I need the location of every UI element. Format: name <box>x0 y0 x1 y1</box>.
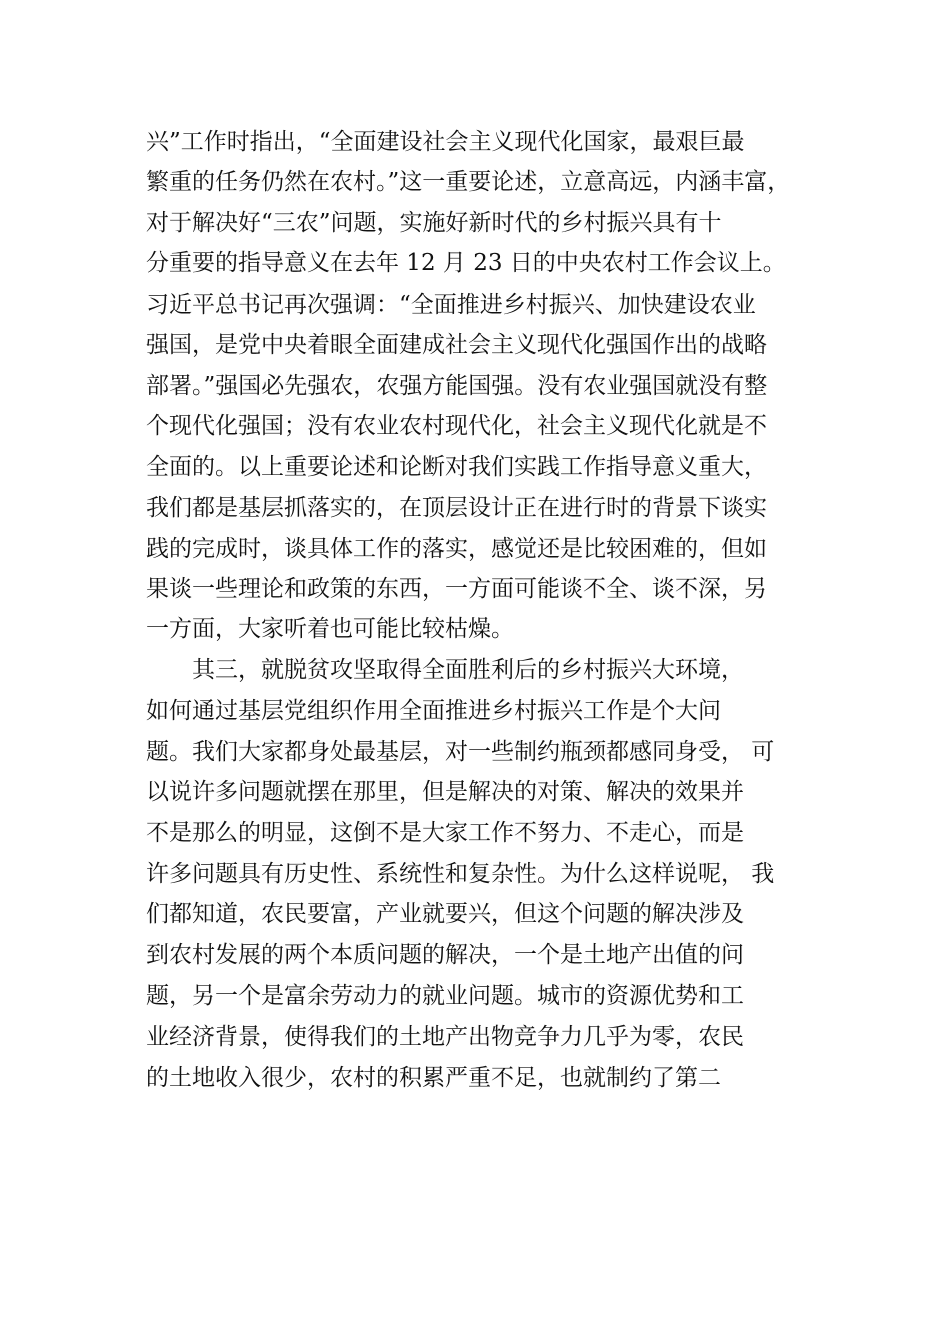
text-line: 以说许多问题就摆在那里，但是解决的对策、解决的效果并 <box>146 779 744 805</box>
paragraph-start-line: 其三，就脱贫攻坚取得全面胜利后的乡村振兴大环境， <box>192 657 744 683</box>
text-line: 题，另一个是富余劳动力的就业问题。城市的资源优势和工 <box>146 983 744 1009</box>
text-line: 不是那么的明显，这倒不是大家工作不努力、不走心，而是 <box>146 820 744 846</box>
paragraph-end-line: 一方面，大家听着也可能比较枯燥。 <box>146 616 514 642</box>
text-line: 兴”工作时指出，“全面建设社会主义现代化国家，最艰巨最 <box>146 129 745 155</box>
text-line: 践的完成时，谈具体工作的落实，感觉还是比较困难的，但如 <box>146 536 767 562</box>
text-line: 业经济背景，使得我们的土地产出物竞争力几乎为零，农民 <box>146 1024 744 1050</box>
text-line: 习近平总书记再次强调：“全面推进乡村振兴、加快建设农业 <box>146 292 756 318</box>
text-line: 个现代化强国；没有农业农村现代化，社会主义现代化就是不 <box>146 413 767 439</box>
text-line: 全面的。以上重要论述和论断对我们实践工作指导意义重大， <box>146 454 767 480</box>
text-line: 到农村发展的两个本质问题的解决，一个是土地产出值的问 <box>146 942 744 968</box>
text-line: 许多问题具有历史性、系统性和复杂性。为什么这样说呢， 我 <box>146 861 775 887</box>
text-line: 的土地收入很少，农村的积累严重不足，也就制约了第二 <box>146 1065 721 1091</box>
text-line: 我们都是基层抓落实的，在顶层设计正在进行时的背景下谈实 <box>146 495 767 521</box>
text-line: 们都知道，农民要富，产业就要兴，但这个问题的解决涉及 <box>146 901 744 927</box>
text-line: 部署。”强国必先强农，农强方能国强。没有农业强国就没有整 <box>146 373 768 399</box>
text-line: 果谈一些理论和政策的东西，一方面可能谈不全、谈不深，另 <box>146 576 767 602</box>
text-line: 分重要的指导意义在去年 12 月 23 日的中央农村工作会议上。 <box>146 250 786 276</box>
text-line: 题。我们大家都身处最基层，对一些制约瓶颈都感同身受， 可 <box>146 739 775 765</box>
text-line: 对于解决好“三农”问题，实施好新时代的乡村振兴具有十 <box>146 210 722 236</box>
text-line: 强国，是党中央着眼全面建成社会主义现代化强国作出的战略 <box>146 332 767 358</box>
text-line: 繁重的任务仍然在农村。”这一重要论述，立意高远，内涵丰富， <box>146 169 791 195</box>
text-line: 如何通过基层党组织作用全面推进乡村振兴工作是个大问 <box>146 698 721 724</box>
